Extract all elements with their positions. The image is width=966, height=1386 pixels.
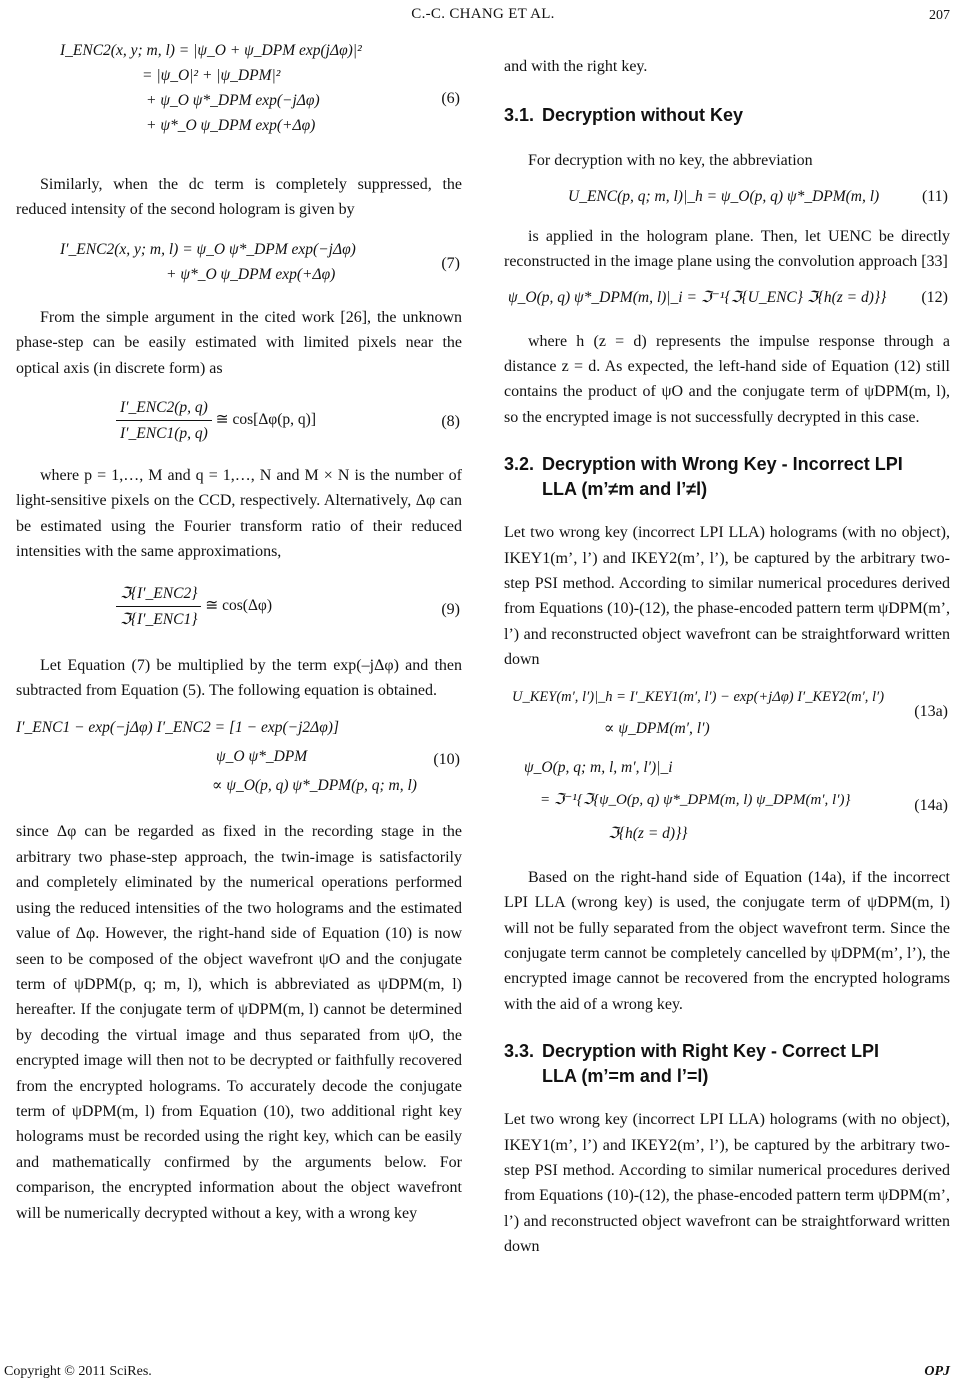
eq7-line2: + ψ*_O ψ_DPM exp(+Δφ) [166,265,336,283]
eq6-line1: I_ENC2(x, y; m, l) = |ψ_O + ψ_DPM exp(jΔφ)|² [60,42,362,59]
eq6-line3: + ψ_O ψ*_DPM exp(−jΔφ) [146,92,320,109]
eq8-numerator: I′_ENC2(p, q) [116,395,212,421]
eq10-number: (10) [433,751,460,769]
eq10-line3: ∝ ψ_O(p, q) ψ*_DPM(p, q; m, l) [212,777,417,795]
eq11-line1: U_ENC(p, q; m, l)|_h = ψ_O(p, q) ψ*_DPM(m, l) [568,187,880,205]
eq9-rhs: ≅ cos(Δφ) [205,596,273,614]
eq12-number: (12) [921,288,948,306]
eq14a-line3: ℑ{h(z = d)}} [608,824,688,842]
eq14a-line2: = ℑ⁻¹{ℑ{ψ_O(p, q) ψ*_DPM(m, l) ψ_DPM(m′, l′)} [540,791,851,808]
paragraph: Let two wrong key (incorrect LPI LLA) holograms (with no object), IKEY1(m’, l’) and IKEY2(m’, l’), be captured by the arbitrary two-step PSI method. According to similar numerical procedures derived from Equations (10)-(12), the phase-encoded pattern term ψDPM(m’, l’) and reconstructed object wavefront can be straightforward written down [504,524,950,669]
paragraph: and with the right key. [504,58,648,75]
eq8-fraction [116,395,212,446]
copyright: Copyright © 2011 SciRes. [4,1364,152,1379]
equation-9 [16,575,462,645]
section-title: Decryption with Right Key - Correct LPI [542,1041,880,1062]
eq8-number: (8) [441,413,460,431]
equation-10 [16,715,462,805]
eq8-denominator: I′_ENC1(p, q) [120,425,208,443]
right-column [504,38,950,1260]
section-number: 3.2. [504,454,535,475]
eq14a-number: (14a) [914,796,948,814]
eq6-number: (6) [441,90,460,107]
eq13a-number: (13a) [914,702,948,720]
section-title: Decryption with Wrong Key - Incorrect LPI [542,454,903,475]
equation-7 [16,237,462,291]
equation-6 [16,38,462,162]
equation-12 [504,285,950,323]
eq13a-line1: U_KEY(m′, l′)|_h = I′_KEY1(m′, l′) − exp(+jΔφ) I′_KEY2(m′, l′) [512,688,885,705]
eq9-number: (9) [441,600,460,618]
paragraph: where h (z = d) represents the impulse response through a distance z = d. As expected, the left-hand side of Equation (12) still contains the product of ψO and the conjugate term of ψDPM(m, l), so the encrypted image is not successfully decrypted in this case. [504,332,950,426]
eq12-line1: ψ_O(p, q) ψ*_DPM(m, l)|_i = ℑ⁻¹{ℑ{U_ENC} ℑ{h(z = d)}} [508,288,887,306]
eq9-fraction [116,581,201,632]
equation-13a [504,685,950,749]
eq9-denominator: ℑ{I′_ENC1} [120,610,198,628]
eq14a-line1: ψ_O(p, q; m, l, m′, l′)|_i [524,758,673,776]
eq13a-line2: ∝ ψ_DPM(m′, l′) [604,719,710,737]
section-heading-3-2 [504,452,950,502]
left-column [16,38,462,1226]
eq6-line2: = |ψ_O|² + |ψ_DPM|² [142,67,281,84]
equation-8 [16,389,462,455]
section-heading-3-1 [504,103,950,128]
section-number: 3.1. [504,105,535,126]
paragraph: Similarly, when the dc term is completely suppressed, the reduced intensity of the second hologram is given by [16,176,462,219]
section-heading-3-3 [504,1039,950,1089]
section-number: 3.3. [504,1041,535,1062]
section-title: Decryption without Key [542,105,744,126]
section-title-line2: LLA (m’=m and l’=l) [542,1066,709,1087]
eq7-number: (7) [441,254,460,272]
eq7-line1: I′_ENC2(x, y; m, l) = ψ_O ψ*_DPM exp(−jΔφ) [60,240,356,258]
equation-11 [504,184,950,216]
eq10-line1: I′_ENC1 − exp(−jΔφ) I′_ENC2 = [1 − exp(−j2Δφ)] [16,719,340,737]
eq9-numerator: ℑ{I′_ENC2} [116,581,201,607]
paragraph: is applied in the hologram plane. Then, let UENC be directly reconstructed in the image plane using the convolution approach [33] [504,227,950,271]
section-title-line2: LLA (m’≠m and l’≠l) [542,479,708,500]
journal-abbrev: OPJ [924,1364,950,1379]
eq8-rhs: ≅ cos[Δφ(p, q)] [215,411,316,429]
paragraph: From the simple argument in the cited work [26], the unknown phase-step can be easily estimated with limited pixels near the optical axis (in discrete form) as [16,308,462,377]
eq11-number: (11) [921,187,948,205]
paragraph: Let Equation (7) be multiplied by the term exp(–jΔφ) and then subtracted from Equation (5). The following equation is obtained. [16,656,462,700]
equation-14a [504,755,950,855]
page-header [0,4,966,26]
page-number: 207 [929,8,950,23]
paragraph: Based on the right-hand side of Equation (14a), if the incorrect LPI LLA (wrong key) is used, the conjugate term of ψDPM(m, l) will not be fully separated from the object wavefront term. Since the conjugate term cannot be completely cancelled by ψDPM(m’, l’), the encrypted image cannot be recovered from the encrypted holograms with the aid of a wrong key. [504,868,950,1013]
paragraph: where p = 1,…, M and q = 1,…, N and M × N is the number of light-sensitive pixels on the CCD, respectively. Alternatively, Δφ can be estimated using the Fourier transform ratio of their reduced intensities with the same approximations, [16,467,462,561]
paragraph: For decryption with no key, the abbreviation [528,152,813,170]
eq6-line4: + ψ*_O ψ_DPM exp(+Δφ) [146,117,316,134]
paragraph: since Δφ can be regarded as fixed in the recording stage in the arbitrary two phase-step approach, the twin-image is satisfactorily and completely eliminated by the numerical operations performed using the reduced intensities of the two holograms and the estimated value of Δφ. However, the right-hand side of Equation (10) is now seen to be composed of the object wavefront ψO and the conjugate term of ψDPM(p, q; m, l), which is abbreviated as ψDPM(m, l) hereafter. If the conjugate term of ψDPM(m, l) cannot be determined by decoding the virtual image and thus separated from ψO, the encrypted image will then not to be decrypted or faithfully recovered from the encrypted holograms. To accurately decode the conjugate term of ψDPM(m, l) from Equation (10), two additional right key holograms must be recorded using the right key, which can be easily and mathematically confirmed by the arguments below. For comparison, the encrypted information about the object wavefront will be numerically decrypted without a key, with a wrong key [16,823,462,1222]
eq10-line2: ψ_O ψ*_DPM [216,748,308,766]
paragraph: Let two wrong key (incorrect LPI LLA) holograms (with no object), IKEY1(m’, l’) and IKEY2(m’, l’), be captured by the arbitrary two-step PSI method. According to similar numerical procedures derived from Equations (10)-(12), the phase-encoded pattern term ψDPM(m’, l’) and reconstructed object wavefront can be straightforward written down [504,1111,950,1256]
running-title: C.-C. CHANG ET AL. [411,6,555,22]
